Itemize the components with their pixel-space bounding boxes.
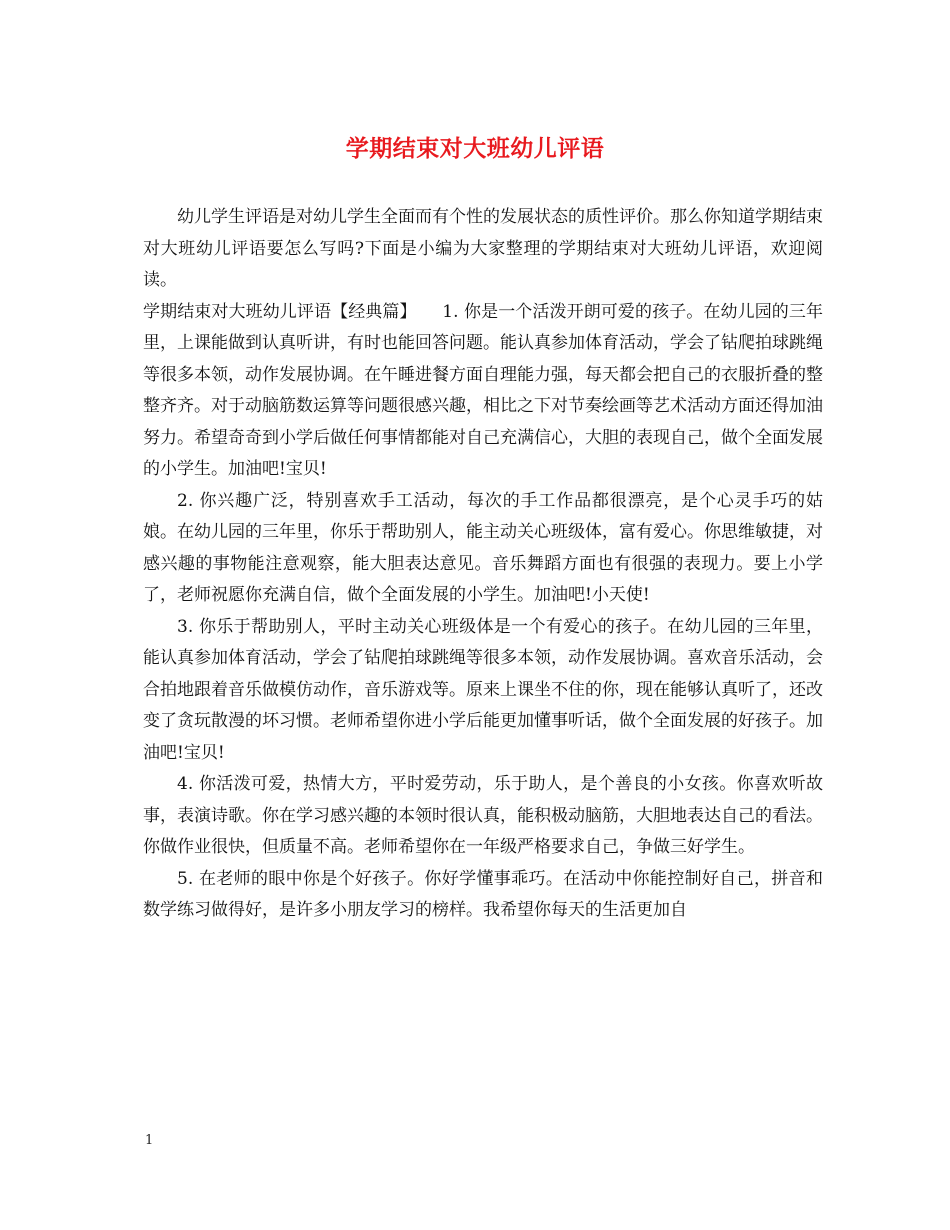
comment-paragraph-1: 学期结束对大班幼儿评语【经典篇】 1. 你是一个活泼开朗可爱的孩子。在幼儿园的三年里，上课能做到认真听讲，有时也能回答问题。能认真参加体育活动，学会了钻爬拍球跳绳等很多本领，动作发展协调。在午睡进餐方面自理能力强，每天都会把自己的衣服折叠的整整齐齐。对于动脑筋数运算等问题很感兴趣，相比之下对节奏绘画等艺术活动方面还得加油努力。希望奇奇到小学后做任何事情都能对自己充满信心，大胆的表现自己，做个全面发展的小学生。加油吧!宝贝! xyxy=(143,301,823,479)
document-body xyxy=(143,202,823,927)
page-title: 学期结束对大班幼儿评语 xyxy=(345,135,605,162)
comment-paragraph-2: 2. 你兴趣广泛，特别喜欢手工活动，每次的手工作品都很漂亮，是个心灵手巧的姑娘。在幼儿园的三年里，你乐于帮助别人，能主动关心班级体，富有爱心。你思维敏捷，对感兴趣的事物能注意观察，能大胆表达意见。音乐舞蹈方面也有很强的表现力。要上小学了，老师祝愿你充满自信，做个全面发展的小学生。加油吧!小天使! xyxy=(143,490,823,605)
comment-paragraph-5: 5. 在老师的眼中你是个好孩子。你好学懂事乖巧。在活动中你能控制好自己，拼音和数学练习做得好，是许多小朋友学习的榜样。我希望你每天的生活更加自 xyxy=(143,868,823,920)
comment-paragraph-4: 4. 你活泼可爱，热情大方，平时爱劳动，乐于助人，是个善良的小女孩。你喜欢听故事，表演诗歌。你在学习感兴趣的本领时很认真，能积极动脑筋，大胆地表达自己的看法。你做作业很快，但质量不高。老师希望你在一年级严格要求自己，争做三好学生。 xyxy=(143,774,823,857)
page-number: 1 xyxy=(145,1133,154,1148)
comment-paragraph-3: 3. 你乐于帮助别人，平时主动关心班级体是一个有爱心的孩子。在幼儿园的三年里，能认真参加体育活动，学会了钻爬拍球跳绳等很多本领，动作发展协调。喜欢音乐活动，会合拍地跟着音乐做模仿动作，音乐游戏等。原来上课坐不住的你，现在能够认真听了，还改变了贪玩散漫的坏习惯。老师希望你进小学后能更加懂事听话，做个全面发展的好孩子。加油吧!宝贝! xyxy=(143,616,823,763)
intro-paragraph: 幼儿学生评语是对幼儿学生全面而有个性的发展状态的质性评价。那么你知道学期结束对大班幼儿评语要怎么写吗?下面是小编为大家整理的学期结束对大班幼儿评语，欢迎阅读。 xyxy=(143,207,823,290)
